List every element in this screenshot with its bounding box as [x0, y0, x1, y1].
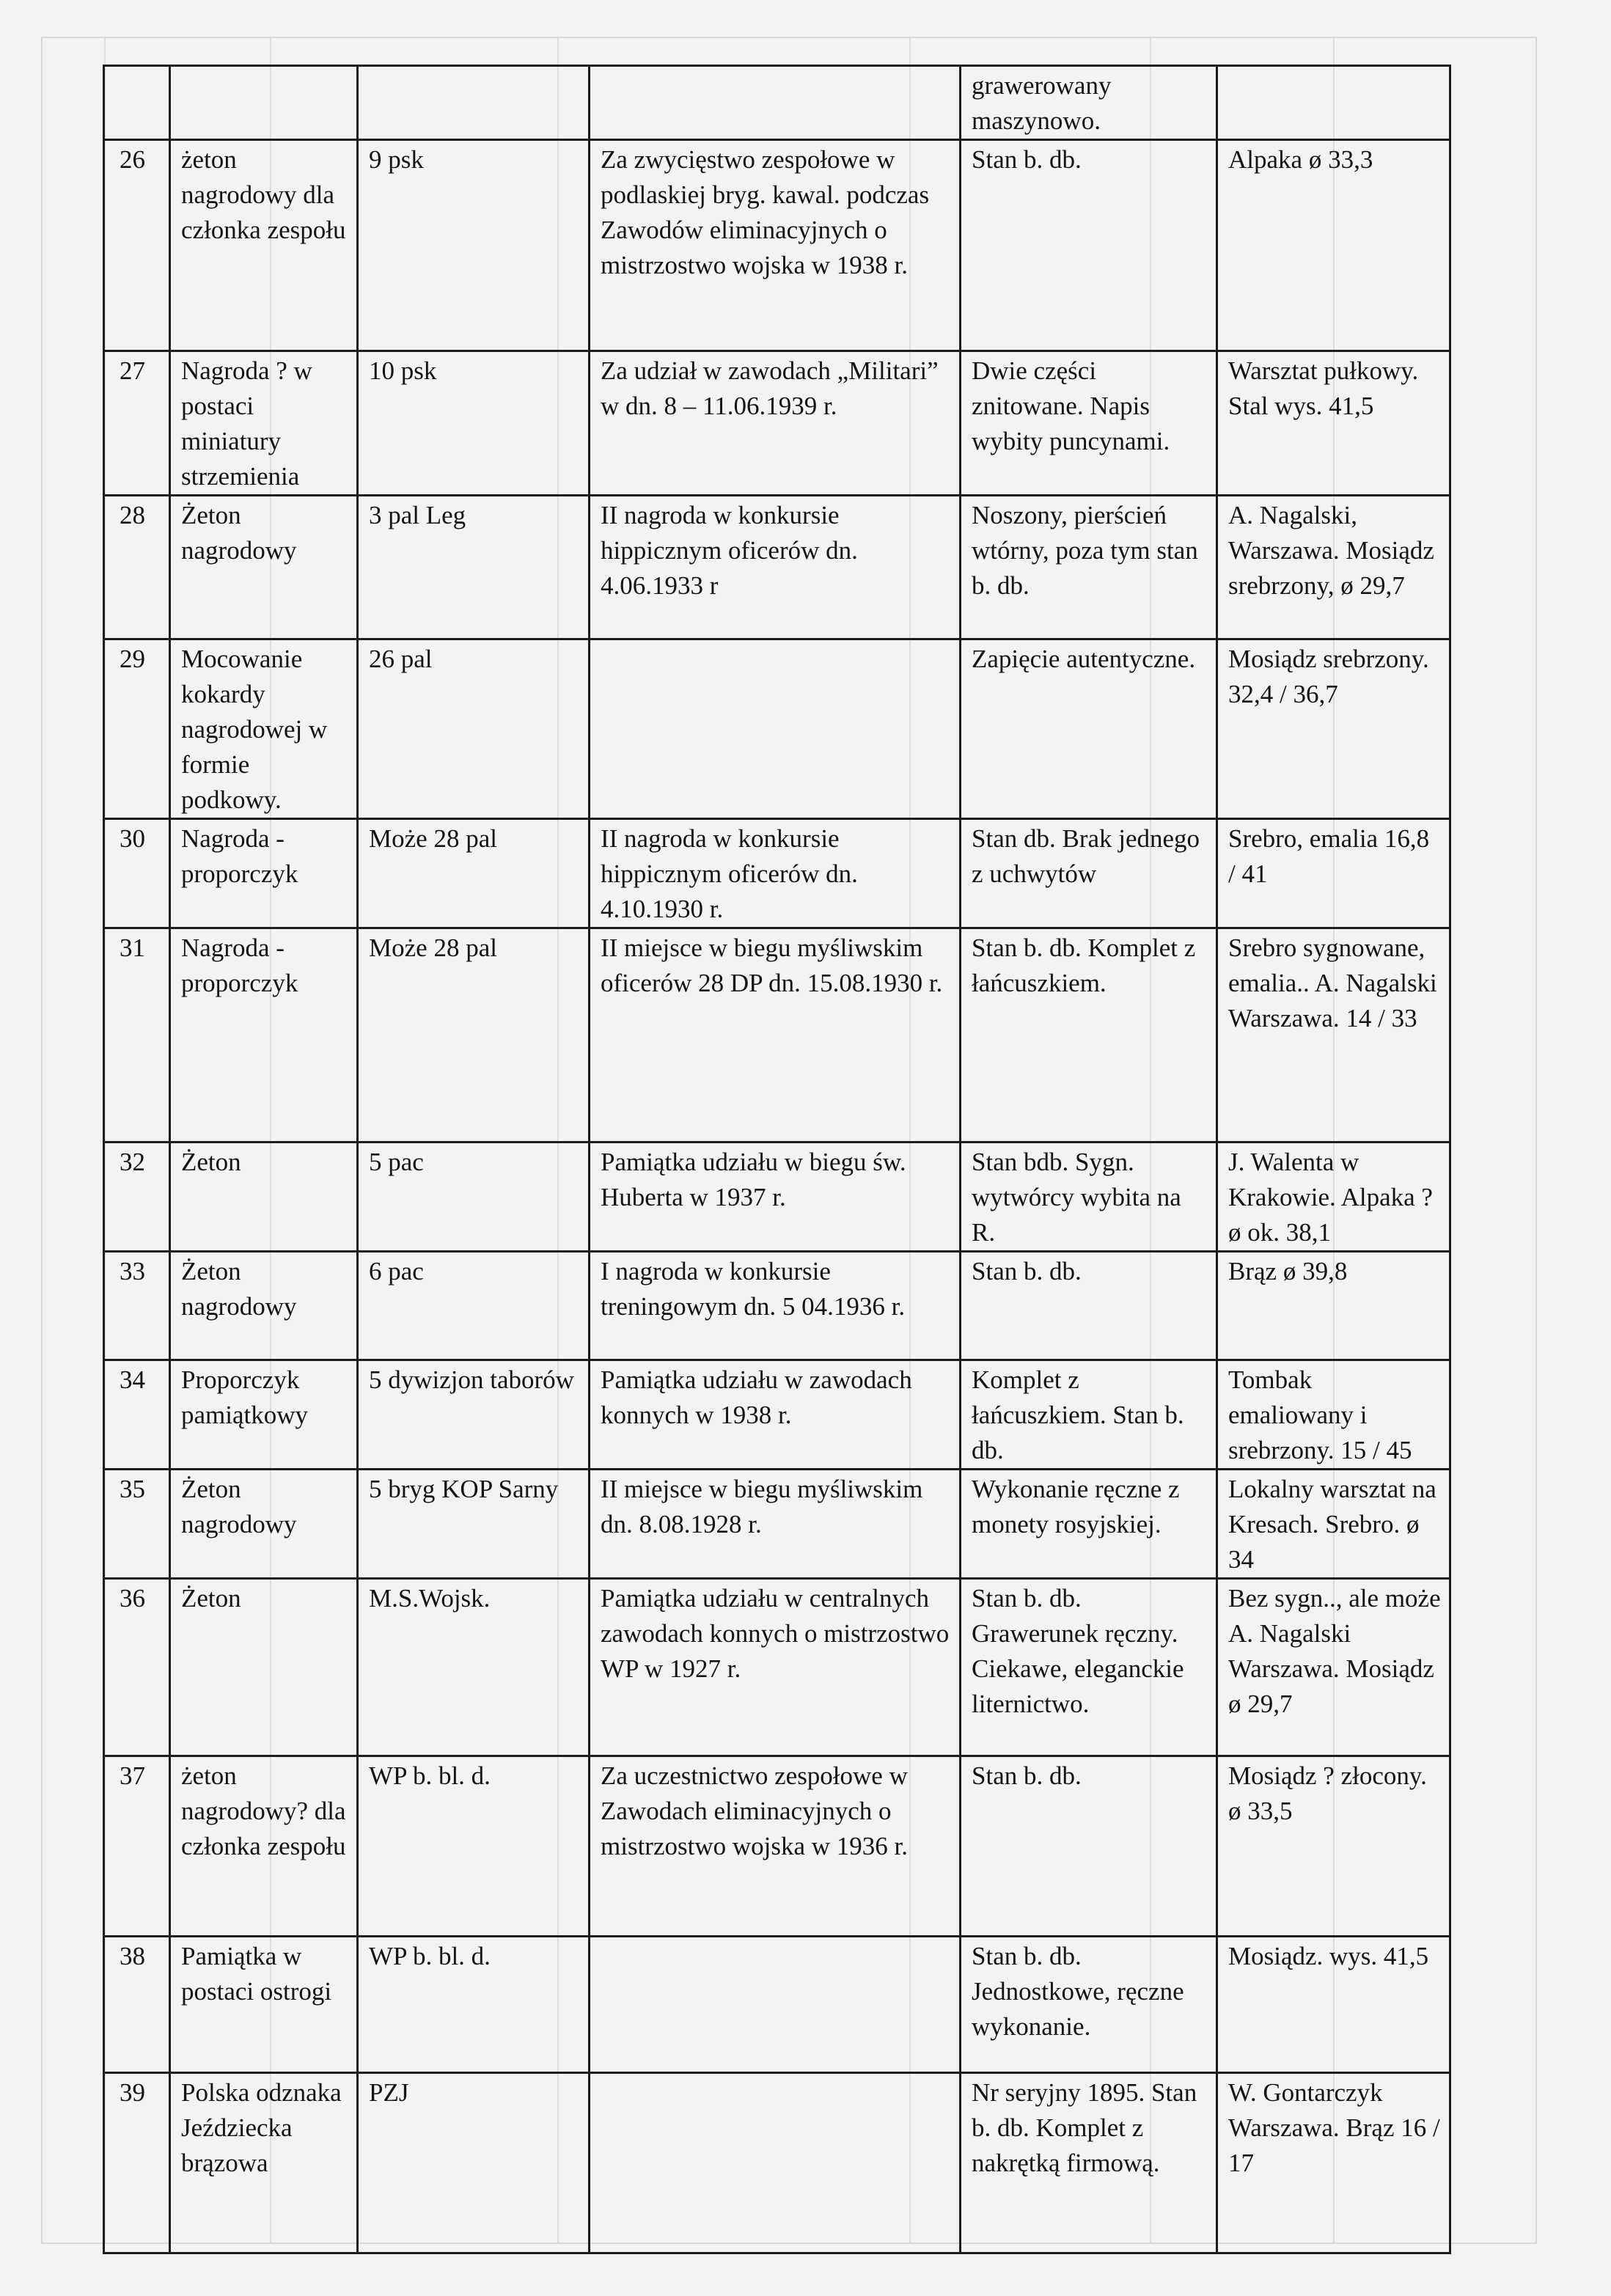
table-row: [104, 1579, 1450, 1756]
cell-material: Mosiądz srebrzony. 32,4 / 36,7: [1217, 639, 1450, 819]
cell-lp: 36: [104, 1579, 170, 1756]
cell-occasion: II nagroda w konkursie hippicznym oficerów dn. 4.06.1933 r: [590, 496, 961, 639]
cell-occasion: [590, 2073, 961, 2253]
cell-lp: 34: [104, 1360, 170, 1470]
cell-name: Żeton: [170, 1143, 358, 1252]
table-row: [104, 819, 1450, 928]
cell-occasion: II miejsce w biegu myśliwskim dn. 8.08.1928 r.: [590, 1470, 961, 1579]
inventory-table: [103, 65, 1451, 2254]
cell-occasion: [590, 639, 961, 819]
cell-condition: Stan b. db.: [961, 1756, 1217, 1937]
table-row: [104, 2073, 1450, 2253]
cell-material: Alpaka ø 33,3: [1217, 140, 1450, 351]
cell-occasion: Pamiątka udziału w biegu św. Huberta w 1937 r.: [590, 1143, 961, 1252]
table-row: [104, 1756, 1450, 1937]
cell-condition: grawerowany maszynowo.: [961, 66, 1217, 140]
cell-unit: WP b. bl. d.: [358, 1937, 590, 2073]
cell-unit: 5 bryg KOP Sarny: [358, 1470, 590, 1579]
cell-condition: Stan b. db. Komplet z łańcuszkiem.: [961, 928, 1217, 1143]
cell-lp: 35: [104, 1470, 170, 1579]
cell-unit: [358, 66, 590, 140]
cell-lp: 39: [104, 2073, 170, 2253]
cell-material: Mosiądz ? złocony. ø 33,5: [1217, 1756, 1450, 1937]
cell-condition: Stan bdb. Sygn. wytwórcy wybita na R.: [961, 1143, 1217, 1252]
cell-material: J. Walenta w Krakowie. Alpaka ? ø ok. 38,1: [1217, 1143, 1450, 1252]
cell-lp: 38: [104, 1937, 170, 2073]
cell-name: Mocowanie kokardy nagrodowej w formie podkowy.: [170, 639, 358, 819]
cell-material: Srebro sygnowane, emalia.. A. Nagalski Warszawa. 14 / 33: [1217, 928, 1450, 1143]
table-row: [104, 351, 1450, 496]
cell-occasion: [590, 66, 961, 140]
cell-unit: 10 psk: [358, 351, 590, 496]
cell-material: Bez sygn.., ale może A. Nagalski Warszawa. Mosiądz ø 29,7: [1217, 1579, 1450, 1756]
cell-name: Żeton: [170, 1579, 358, 1756]
cell-occasion: II miejsce w biegu myśliwskim oficerów 28 DP dn. 15.08.1930 r.: [590, 928, 961, 1143]
cell-occasion: [590, 1937, 961, 2073]
cell-lp: 27: [104, 351, 170, 496]
cell-lp: 33: [104, 1252, 170, 1360]
cell-material: W. Gontarczyk Warszawa. Brąz 16 / 17: [1217, 2073, 1450, 2253]
cell-name: [170, 66, 358, 140]
table-row: [104, 496, 1450, 639]
cell-unit: 9 psk: [358, 140, 590, 351]
cell-name: Pamiątka w postaci ostrogi: [170, 1937, 358, 2073]
cell-material: Srebro, emalia 16,8 / 41: [1217, 819, 1450, 928]
cell-name: Nagroda - proporczyk: [170, 928, 358, 1143]
cell-condition: Zapięcie autentyczne.: [961, 639, 1217, 819]
table-row-fragment: [104, 66, 1450, 140]
cell-unit: Może 28 pal: [358, 928, 590, 1143]
cell-occasion: Za uczestnictwo zespołowe w Zawodach eliminacyjnych o mistrzostwo wojska w 1936 r.: [590, 1756, 961, 1937]
cell-lp: 28: [104, 496, 170, 639]
cell-condition: Stan db. Brak jednego z uchwytów: [961, 819, 1217, 928]
cell-name: Żeton nagrodowy: [170, 1470, 358, 1579]
cell-material: A. Nagalski, Warszawa. Mosiądz srebrzony, ø 29,7: [1217, 496, 1450, 639]
cell-condition: Wykonanie ręczne z monety rosyjskiej.: [961, 1470, 1217, 1579]
cell-unit: 26 pal: [358, 639, 590, 819]
cell-condition: Nr seryjny 1895. Stan b. db. Komplet z nakrętką firmową.: [961, 2073, 1217, 2253]
cell-name: żeton nagrodowy dla członka zespołu: [170, 140, 358, 351]
cell-condition: Noszony, pierścień wtórny, poza tym stan b. db.: [961, 496, 1217, 639]
table-row: [104, 1143, 1450, 1252]
cell-unit: 5 pac: [358, 1143, 590, 1252]
cell-name: Polska odznaka Jeździecka brązowa: [170, 2073, 358, 2253]
table-row: [104, 1937, 1450, 2073]
table-row: [104, 1470, 1450, 1579]
cell-name: Nagroda - proporczyk: [170, 819, 358, 928]
cell-occasion: Pamiątka udziału w zawodach konnych w 1938 r.: [590, 1360, 961, 1470]
cell-material: Lokalny warsztat na Kresach. Srebro. ø 34: [1217, 1470, 1450, 1579]
cell-occasion: Pamiątka udziału w centralnych zawodach konnych o mistrzostwo WP w 1927 r.: [590, 1579, 961, 1756]
cell-condition: Dwie części znitowane. Napis wybity puncynami.: [961, 351, 1217, 496]
cell-unit: Może 28 pal: [358, 819, 590, 928]
table-row: [104, 928, 1450, 1143]
cell-condition: Stan b. db.: [961, 1252, 1217, 1360]
cell-unit: 3 pal Leg: [358, 496, 590, 639]
cell-name: Proporczyk pamiątkowy: [170, 1360, 358, 1470]
cell-name: Żeton nagrodowy: [170, 1252, 358, 1360]
cell-material: Mosiądz. wys. 41,5: [1217, 1937, 1450, 2073]
cell-lp: [104, 66, 170, 140]
cell-unit: 5 dywizjon taborów: [358, 1360, 590, 1470]
cell-name: Nagroda ? w postaci miniatury strzemienia: [170, 351, 358, 496]
cell-lp: 32: [104, 1143, 170, 1252]
table-row: [104, 1252, 1450, 1360]
table-row: [104, 140, 1450, 351]
cell-name: Żeton nagrodowy: [170, 496, 358, 639]
cell-lp: 37: [104, 1756, 170, 1937]
cell-lp: 29: [104, 639, 170, 819]
cell-unit: M.S.Wojsk.: [358, 1579, 590, 1756]
cell-material: Tombak emaliowany i srebrzony. 15 / 45: [1217, 1360, 1450, 1470]
cell-condition: Komplet z łańcuszkiem. Stan b. db.: [961, 1360, 1217, 1470]
table-row: [104, 1360, 1450, 1470]
cell-condition: Stan b. db. Jednostkowe, ręczne wykonanie.: [961, 1937, 1217, 2073]
cell-material: Warsztat pułkowy. Stal wys. 41,5: [1217, 351, 1450, 496]
cell-occasion: II nagroda w konkursie hippicznym oficerów dn. 4.10.1930 r.: [590, 819, 961, 928]
cell-name: żeton nagrodowy? dla członka zespołu: [170, 1756, 358, 1937]
cell-occasion: Za zwycięstwo zespołowe w podlaskiej bryg. kawal. podczas Zawodów eliminacyjnych o mistrzostwo wojska w 1938 r.: [590, 140, 961, 351]
table-row: [104, 639, 1450, 819]
cell-material: [1217, 66, 1450, 140]
cell-unit: 6 pac: [358, 1252, 590, 1360]
cell-unit: WP b. bl. d.: [358, 1756, 590, 1937]
cell-lp: 30: [104, 819, 170, 928]
cell-material: Brąz ø 39,8: [1217, 1252, 1450, 1360]
cell-unit: PZJ: [358, 2073, 590, 2253]
cell-lp: 26: [104, 140, 170, 351]
cell-condition: Stan b. db. Grawerunek ręczny. Ciekawe, eleganckie liternictwo.: [961, 1579, 1217, 1756]
cell-occasion: I nagroda w konkursie treningowym dn. 5 04.1936 r.: [590, 1252, 961, 1360]
cell-lp: 31: [104, 928, 170, 1143]
cell-condition: Stan b. db.: [961, 140, 1217, 351]
cell-occasion: Za udział w zawodach „Militari” w dn. 8 – 11.06.1939 r.: [590, 351, 961, 496]
